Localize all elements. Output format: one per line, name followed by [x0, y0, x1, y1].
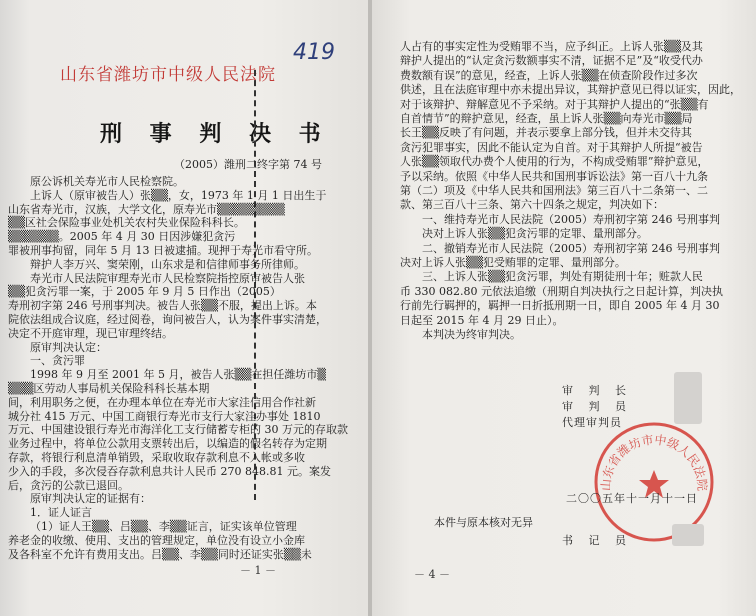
body-line: 一、维持寿光市人民法院（2005）寿刑初字第 246 号刑事判 [422, 212, 720, 226]
body-line: 第（二）项及《中华人民共和国刑法》第三百八十二条第一、二 [400, 184, 708, 197]
body-line: 存款，将银行利息清单销毁，采取收取存款利息不入帐或多收 [8, 451, 305, 464]
body-line: 一、贪污罪 [30, 354, 85, 368]
page-number-right: － 4 － [414, 568, 450, 581]
body-line: 供述，且在法庭审理中亦未提出异议，其辩护意见已得以证实，因此， [400, 83, 741, 97]
body-line: 原审判决认定的证据有： [30, 492, 151, 506]
body-line: 人占有的事实定性为受贿罪不当，应予纠正。上诉人张▒▒及其 [400, 40, 703, 53]
body-line: 院依法组成合议庭，经过阅卷，询问被告人，认为案件事实清楚， [8, 313, 327, 326]
body-line: 三、上诉人张▒▒犯贪污罪，判处有期徒刑十年；赃款人民 [422, 270, 703, 284]
body-line: 贪污犯罪事实，因此不能认定为自首。对于其辩护人所提“被告 [400, 140, 703, 154]
court-name: 山东省潍坊市中级人民法院 [60, 65, 276, 85]
signature-presiding-judge: 审 判 长 [562, 384, 632, 397]
signature-clerk: 书 记 员 [562, 534, 632, 547]
body-line: 款、第三百八十三条、第六十四条之规定，判决如下： [400, 198, 664, 212]
body-line: 原公诉机关寿光市人民检察院。 [30, 175, 184, 188]
body-line: 日起至 2015 年 4 月 29 日止）。 [400, 313, 564, 327]
body-line: 予以采纳。依照《中华人民共和国刑事诉讼法》第一百八十九条 [400, 169, 708, 183]
body-line: 长王▒▒反映了有问题，并表示要拿上部分钱，但并未交待其 [400, 126, 692, 140]
body-line: 对于该辩护、辩解意见不予采纳。对于其辩护人提出的“张▒▒有 [400, 97, 709, 111]
body-line: 寿光市人民法院审理寿光市人民检察院指控原审被告人张 [30, 271, 305, 285]
redacted-names [674, 372, 702, 424]
body-line: 人张▒▒领取代办费个人使用的行为，不构成受贿罪”辩护意见， [400, 155, 709, 169]
body-line: 万元、中国建设银行寿光市海洋化工支行储蓄专柜的 30 万元的存取款 [8, 423, 348, 437]
redacted-clerk-name [672, 524, 704, 546]
body-line: 决定不开庭审理，现已审理终结。 [8, 326, 173, 340]
body-line: 决对上诉人张▒▒犯贪污罪的定罪、量刑部分。 [422, 227, 648, 241]
document-title: 刑 事 判 决 书 [100, 121, 331, 147]
document-page-left [0, 0, 372, 616]
document-page-right [372, 0, 756, 616]
body-line: 决对上诉人张▒▒犯受贿罪的定罪、量刑部分。 [400, 256, 626, 269]
body-line: ▒▒区社会保险事业处机关农村失业保险科科长。 [8, 216, 245, 230]
body-line: 费数额有误”的意见，经查，上诉人张▒▒在侦查阶段作过多次 [400, 68, 698, 82]
judgment-date: 二〇〇五年十一月十一日 [566, 492, 698, 505]
body-line: 本判决为终审判决。 [422, 328, 521, 341]
body-line: 城分社 415 万元、中国工商银行寿光市支行大家洼办事处 1810 [8, 409, 321, 423]
body-line: 罪被刑事拘留，同年 5 月 13 日被逮捕。现押于寿光市看守所。 [8, 244, 318, 257]
page-number-left: － 1 － [240, 564, 276, 577]
body-line: 1．证人证言 [30, 506, 92, 520]
body-line: ▒▒犯贪污罪一案，于 2005 年 9 月 5 日作出（2005） [8, 285, 281, 299]
body-line: 后，贪污的公款已退回。 [8, 478, 129, 492]
body-line: 原审判决认定： [30, 340, 107, 354]
body-line: ▒▒▒区劳动人事局机关保险科科长基本期 [8, 382, 210, 395]
case-number: （2005）潍刑二终字第 74 号 [174, 158, 322, 171]
body-line: （1）证人王▒▒、吕▒▒、李▒▒证言，证实该单位管理 [30, 520, 297, 533]
body-line: 山东省寿光市，汉族，大学文化，原寿光市▒▒▒▒▒▒▒▒ [8, 202, 285, 216]
seal-text: 山东省潍坊市中级人民法院 [598, 432, 710, 492]
body-line: 寿刑初字第 246 号刑事判决。被告人张▒▒不服，提出上诉。本 [8, 299, 317, 313]
body-line: 二、撤销寿光市人民法院（2005）寿刑初字第 246 号刑事判 [422, 241, 720, 255]
body-line: 自首情节”的辩护意见，经查，虽上诉人张▒▒向寿光市▒▒局 [400, 112, 693, 125]
handwritten-number: 419 [293, 40, 335, 65]
body-line: 行前先行羁押的，羁押一日折抵刑期一日，即自 2005 年 4 月 30 [400, 299, 720, 313]
body-line: 少入的手段，多次侵吞存款利息共计人民币 270 848.81 元。案发 [8, 464, 331, 478]
certified-copy-note: 本件与原本核对无异 [434, 516, 533, 529]
body-line: 及各科室不允许有费用支出。吕▒▒、李▒▒同时还证实张▒▒未 [8, 547, 312, 561]
body-line: 辩护人提出的“认定贪污数额事实不清，证据不足”及“收受代办 [400, 54, 703, 68]
body-line: 1998 年 9 月至 2001 年 5 月，被告人张▒▒在担任潍坊市▒ [30, 368, 326, 382]
signature-acting-judge: 代理审判员 [562, 416, 622, 429]
body-line: 业务过程中，将单位公款用支票转出后，以编造的假名转存为定期 [8, 437, 327, 451]
body-line: 养老金的收缴、使用、支出的管理规定，单位没有设立小金库 [8, 533, 305, 547]
body-line: ▒▒▒▒▒▒。2005 年 4 月 30 日因涉嫌犯贪污 [8, 230, 236, 244]
body-line: 辩护人李万兴、窦荣刚，山东求是和信律师事务所律师。 [30, 257, 305, 271]
body-line: 上诉人（原审被告人）张▒▒，女，1973 年 1 月 1 日出生于 [30, 188, 327, 202]
signature-judge: 审 判 员 [562, 400, 632, 413]
body-line: 间，利用职务之便，在办理本单位在寿光市大家洼信用合作社新 [8, 395, 316, 409]
body-line: 币 330 082.80 元依法追缴（刑期自判决执行之日起计算，判决执 [400, 284, 723, 298]
